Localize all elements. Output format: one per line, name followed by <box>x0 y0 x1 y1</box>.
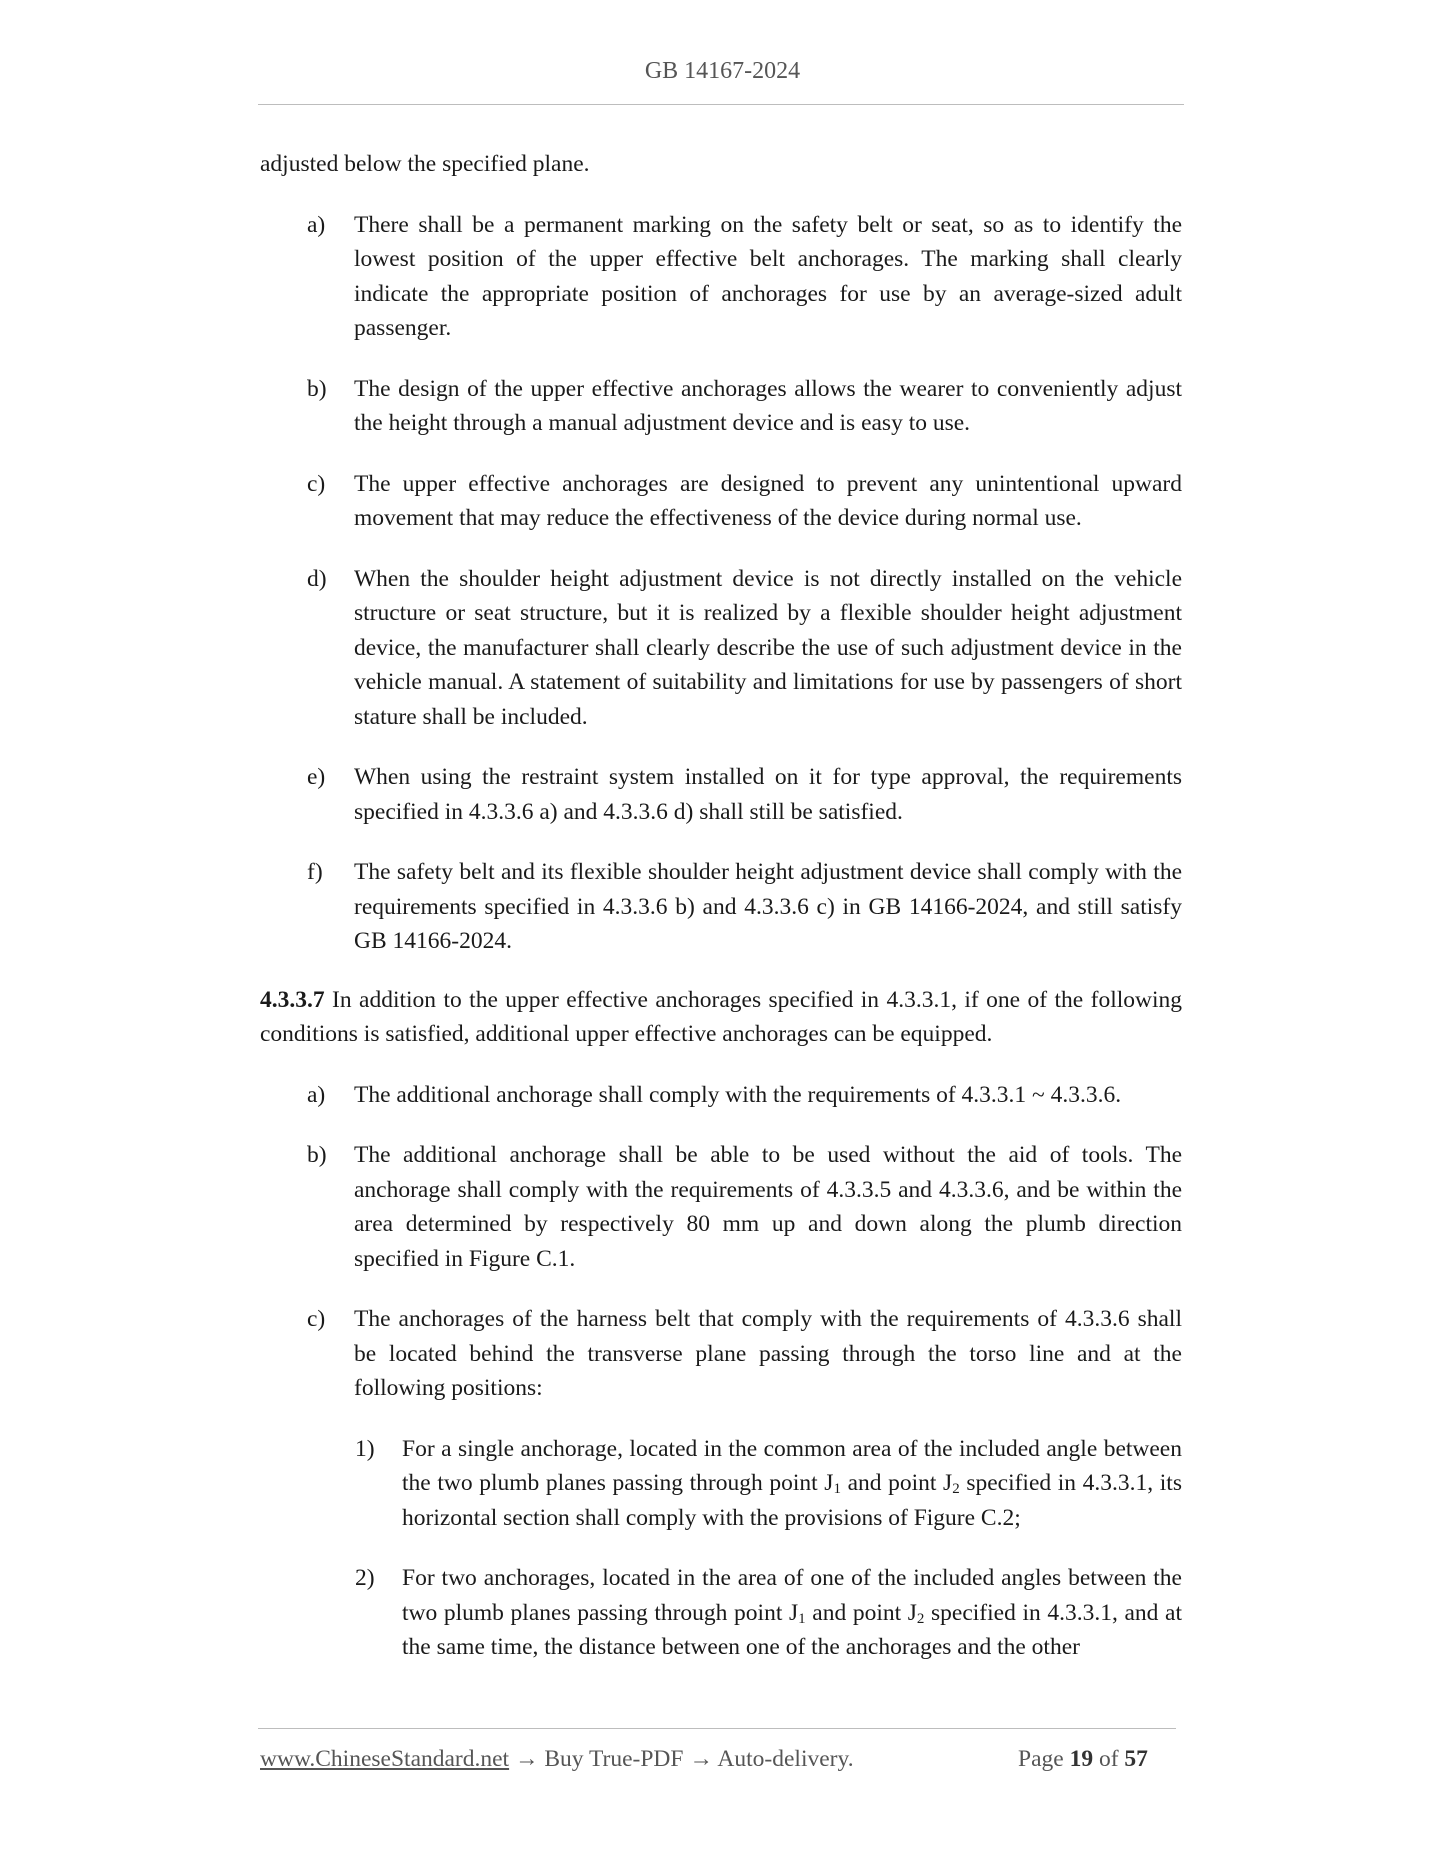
header-divider <box>258 104 1184 105</box>
delivery-text: Auto-delivery. <box>717 1746 854 1772</box>
document-header <box>0 58 1445 85</box>
item-text: The additional anchorage shall be able to be used without the aid of tools. The anchorage shall comply with the requirements of 4.3.3.5 and 4.3.3.6, and be within the area determined by respectively 80 mm up and down along the plumb direction specified in Figure C.1. <box>354 1142 1182 1272</box>
page-body <box>260 147 1182 1665</box>
item-marker: c) <box>307 1306 326 1332</box>
section-paragraph <box>260 983 1182 1052</box>
total-pages: 57 <box>1124 1746 1148 1772</box>
page-number: 19 <box>1069 1746 1094 1772</box>
text-run: and point J <box>840 1470 953 1496</box>
list-item <box>260 1138 1182 1276</box>
text-run: specified in 4.3.3.1, and at the same time, the distance between one of the anchorages and the other <box>402 1599 1182 1660</box>
text-run: For two anchorages, located in the area of one of the included angles between the two plumb planes passing through point J <box>402 1565 1182 1626</box>
sub-item-marker: 2) <box>355 1565 375 1591</box>
item-text: The anchorages of the harness belt that comply with the requirements of 4.3.3.6 shall be located behind the transverse plane passing through the torso line and at the following positions: <box>354 1306 1182 1401</box>
sub-item-text <box>402 1565 1182 1660</box>
sub-item-marker: 1) <box>355 1435 375 1462</box>
item-text: There shall be a permanent marking on the safety belt or seat, so as to identify the lowest position of the upper effective belt anchorages. The marking shall clearly indicate the appropriate position of anchorages for use by an average-sized adult passenger. <box>354 211 1182 341</box>
list-item <box>260 467 1182 536</box>
item-marker: c) <box>307 470 326 497</box>
list-item <box>260 855 1182 959</box>
list-item <box>260 1302 1182 1406</box>
subscript: 2 <box>916 1610 925 1627</box>
site-link[interactable]: www.ChineseStandard.net <box>260 1746 510 1772</box>
subscript: 2 <box>952 1481 960 1497</box>
item-text: When using the restraint system installed on it for type approval, the requirements specified in 4.3.3.6 a) and 4.3.3.6 d) shall still be satisfied. <box>354 764 1182 825</box>
item-marker: d) <box>307 565 327 592</box>
sub-list-item <box>260 1432 1182 1536</box>
list-item <box>260 1078 1182 1113</box>
subscript: 1 <box>798 1610 806 1627</box>
arrow-icon: → <box>514 1746 539 1772</box>
item-marker: a) <box>307 1081 326 1108</box>
item-marker: f) <box>307 859 323 885</box>
footer-links <box>260 1746 854 1773</box>
item-text: The upper effective anchorages are designed to prevent any unintentional upward movement that may reduce the effectiveness of the device during normal use. <box>354 470 1182 531</box>
sub-item-text <box>402 1436 1182 1531</box>
subscript: 1 <box>833 1481 841 1497</box>
page-indicator <box>1018 1746 1148 1773</box>
text-run: and point J <box>805 1599 917 1626</box>
sub-list-item <box>260 1561 1182 1665</box>
text-run: specified in 4.3.3.1, its horizontal section shall comply with the provisions of Figure C.2; <box>402 1470 1182 1531</box>
buy-text: Buy True-PDF <box>544 1746 684 1772</box>
footer-divider <box>258 1728 1176 1729</box>
standard-number: GB 14167-2024 <box>644 58 801 84</box>
list-item <box>260 208 1182 346</box>
text-run: For a single anchorage, located in the common area of the included angle between the two plumb planes passing through point J <box>402 1435 1182 1496</box>
of-label: of <box>1098 1746 1119 1772</box>
list-item <box>260 562 1182 735</box>
item-marker: e) <box>307 764 326 790</box>
section-text: In addition to the upper effective anchorages specified in 4.3.3.1, if one of the following conditions is satisfied, additional upper effective anchorages can be equipped. <box>260 986 1182 1047</box>
list-item <box>260 760 1182 829</box>
item-text: The additional anchorage shall comply with the requirements of 4.3.3.1 ~ 4.3.3.6. <box>354 1081 1122 1108</box>
item-marker: a) <box>307 211 326 238</box>
item-text: The design of the upper effective anchorages allows the wearer to conveniently adjust the height through a manual adjustment device and is easy to use. <box>354 375 1182 436</box>
section-number: 4.3.3.7 <box>260 986 325 1013</box>
item-marker: b) <box>307 1142 327 1168</box>
item-text: The safety belt and its flexible shoulder height adjustment device shall comply with the requirements specified in 4.3.3.6 b) and 4.3.3.6 c) in GB 14166-2024, and still satisfy GB 14166-2024. <box>354 859 1182 954</box>
item-text: When the shoulder height adjustment device is not directly installed on the vehicle structure or seat structure, but it is realized by a flexible shoulder height adjustment device, the manufacturer shall clearly describe the use of such adjustment device in the vehicle manual. A statement of suitability and limitations for use by passengers of short stature shall be included. <box>354 565 1182 730</box>
lead-paragraph: adjusted below the specified plane. <box>260 151 590 177</box>
arrow-icon: → <box>689 1746 713 1772</box>
item-marker: b) <box>307 375 327 402</box>
page-label: Page <box>1018 1746 1064 1772</box>
list-item <box>260 372 1182 441</box>
